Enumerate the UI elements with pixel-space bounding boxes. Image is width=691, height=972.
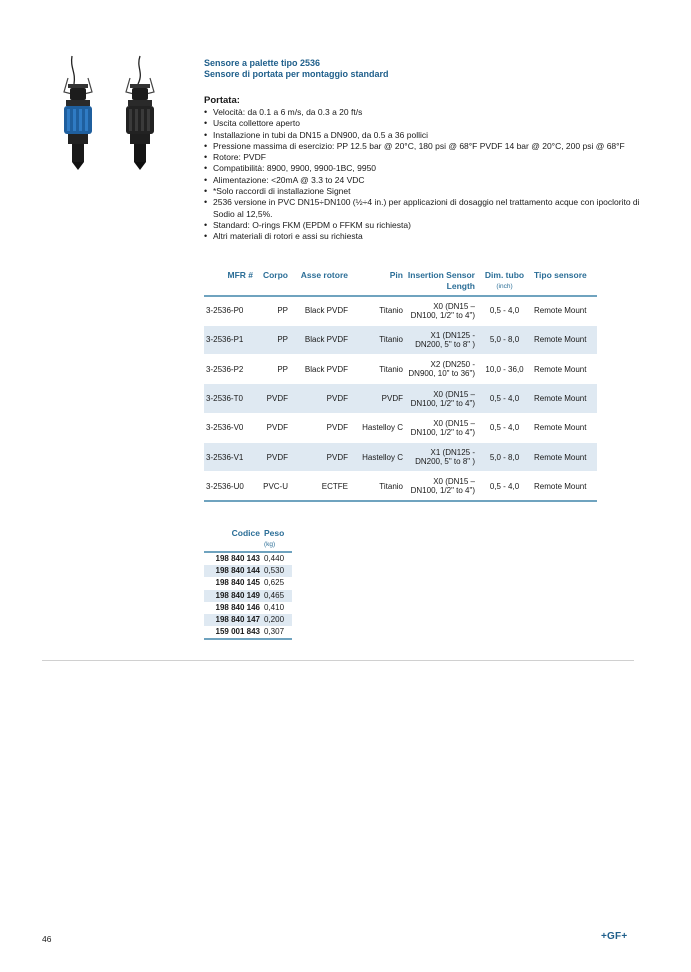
code-table <box>204 526 292 640</box>
spec-table-header <box>204 268 597 296</box>
cell-dim: 5,0 - 8,0 <box>477 442 532 471</box>
cell-codice: 198 840 145 <box>215 578 260 588</box>
feature-list <box>204 107 644 243</box>
cell-mfr: 3-2536-T0 <box>204 384 255 413</box>
cell-asse: PVDF <box>290 442 350 471</box>
cell-tipo: Remote Mount <box>532 325 597 354</box>
feature-item: • Altri materiali di rotori e assi su richiesta <box>204 231 644 242</box>
title-line-1: Sensore a palette tipo 2536 <box>204 58 321 68</box>
cell-tipo: Remote Mount <box>532 384 597 413</box>
cell-pin: Hastelloy C <box>350 413 405 442</box>
col-header-mfr: MFR # <box>204 268 255 296</box>
cell-mfr: 3-2536-P1 <box>204 325 255 354</box>
cell-pin: Titanio <box>350 296 405 325</box>
table-row <box>204 442 597 471</box>
cell-insertion: X2 (DN250 - DN900, 10" to 36") <box>405 355 477 384</box>
cell-dim: 10,0 - 36,0 <box>477 355 532 384</box>
cell-dim: 0,5 - 4,0 <box>477 413 532 442</box>
col-header-peso <box>262 526 292 552</box>
cell-pin: PVDF <box>350 384 405 413</box>
cell-peso: 0,440 <box>264 554 285 564</box>
cell-codice: 198 840 146 <box>215 602 260 612</box>
feature-item: • Compatibilità: 8900, 9900, 9900-1BC, 9950 <box>204 163 644 174</box>
col-header-peso-label: Peso <box>264 528 285 538</box>
cell-codice: 198 840 149 <box>204 590 262 602</box>
cell-dim: 0,5 - 4,0 <box>477 472 532 501</box>
cell-pin: Hastelloy C <box>350 442 405 471</box>
col-header-dim <box>477 268 532 296</box>
col-header-insertion: Insertion Sensor Length <box>405 268 477 296</box>
cell-pin: Titanio <box>350 472 405 501</box>
cell-asse: PVDF <box>290 384 350 413</box>
table-row <box>204 590 292 602</box>
cell-peso: 0,200 <box>262 614 292 626</box>
feature-item: • Velocità: da 0.1 a 6 m/s, da 0.3 a 20 ft/s <box>204 107 644 118</box>
cell-mfr: 3-2536-V0 <box>204 413 255 442</box>
spec-table <box>204 268 597 502</box>
cell-peso: 0,530 <box>262 565 292 577</box>
cell-insertion: X1 (DN125 - DN200, 5" to 8" ) <box>405 442 477 471</box>
cell-codice: 198 840 147 <box>204 614 262 626</box>
cell-asse: Black PVDF <box>290 296 350 325</box>
table-row <box>204 602 292 614</box>
table-row <box>204 565 292 577</box>
section-heading: Portata: <box>204 95 240 106</box>
feature-item: • Pressione massima di esercizio: PP 12.5 bar @ 20°C, 180 psi @ 68°F PVDF 14 bar @ 20°C, 200 psi @ 68°F <box>204 141 644 152</box>
cell-insertion: X0 (DN15 – DN100, 1/2" to 4") <box>405 296 477 325</box>
gf-logo: +GF+ <box>601 931 628 942</box>
cell-corpo: PP <box>255 325 290 354</box>
cell-codice: 159 001 843 <box>204 626 262 639</box>
cell-mfr: 3-2536-V1 <box>204 442 255 471</box>
cell-tipo: Remote Mount <box>532 472 597 501</box>
col-header-pin: Pin <box>350 268 405 296</box>
feature-item: • Uscita collettore aperto <box>204 118 644 129</box>
cell-insertion: X0 (DN15 – DN100, 1/2" to 4") <box>405 384 477 413</box>
cell-corpo: PP <box>255 296 290 325</box>
feature-item: • Standard: O-rings FKM (EPDM o FFKM su richiesta) <box>204 220 644 231</box>
col-header-dim-label: Dim. tubo <box>484 270 525 280</box>
sensor-black-image <box>126 56 154 170</box>
section-divider <box>42 660 634 661</box>
cell-corpo: PVDF <box>255 384 290 413</box>
cell-pin: Titanio <box>350 355 405 384</box>
col-header-codice: Codice <box>204 526 262 552</box>
cell-corpo: PVDF <box>255 413 290 442</box>
cell-corpo: PVDF <box>255 442 290 471</box>
cell-tipo: Remote Mount <box>532 296 597 325</box>
col-header-dim-unit: (inch) <box>496 283 513 290</box>
feature-item: • Alimentazione: <20mA @ 3.3 to 24 VDC <box>204 175 644 186</box>
feature-item: • Rotore: PVDF <box>204 152 644 163</box>
cell-tipo: Remote Mount <box>532 413 597 442</box>
cell-dim: 5,0 - 8,0 <box>477 325 532 354</box>
cell-codice: 198 840 143 <box>215 554 260 564</box>
table-row <box>204 413 597 442</box>
table-row <box>204 472 597 501</box>
table-row <box>204 614 292 626</box>
col-header-asse: Asse rotore <box>290 268 350 296</box>
cell-insertion: X0 (DN15 – DN100, 1/2" to 4") <box>405 413 477 442</box>
cell-peso: 0,625 <box>264 578 285 588</box>
feature-item: • *Solo raccordi di installazione Signet <box>204 186 644 197</box>
product-title <box>204 58 389 80</box>
feature-item: • 2536 versione in PVC DN15÷DN100 (½÷4 in.) per applicazioni di dosaggio nel trattamento acque con ipoclorito di Sodio al 12,5%. <box>204 197 644 220</box>
table-row <box>204 325 597 354</box>
col-header-peso-unit: (kg) <box>264 541 276 548</box>
product-photo <box>58 54 168 174</box>
cell-dim: 0,5 - 4,0 <box>477 296 532 325</box>
cell-dim: 0,5 - 4,0 <box>477 384 532 413</box>
cell-peso: 0,410 <box>264 602 285 612</box>
table-row <box>204 626 292 639</box>
cell-asse: Black PVDF <box>290 325 350 354</box>
cell-peso: 0,307 <box>262 626 292 639</box>
cell-mfr: 3-2536-U0 <box>204 472 255 501</box>
page-number: 46 <box>42 934 52 944</box>
table-row <box>204 384 597 413</box>
cell-corpo: PVC-U <box>255 472 290 501</box>
table-row <box>204 577 292 589</box>
cell-asse: Black PVDF <box>290 355 350 384</box>
cell-tipo: Remote Mount <box>532 355 597 384</box>
cell-corpo: PP <box>255 355 290 384</box>
code-table-header <box>204 526 292 552</box>
cell-insertion: X0 (DN15 – DN100, 1/2" to 4") <box>405 472 477 501</box>
cell-pin: Titanio <box>350 325 405 354</box>
cell-asse: PVDF <box>290 413 350 442</box>
feature-item: • Installazione in tubi da DN15 a DN900, da 0.5 a 36 pollici <box>204 130 644 141</box>
table-row <box>204 552 292 565</box>
cell-codice: 198 840 144 <box>204 565 262 577</box>
sensor-blue-image <box>64 56 92 170</box>
col-header-corpo: Corpo <box>255 268 290 296</box>
col-header-tipo: Tipo sensore <box>532 268 597 296</box>
table-row <box>204 296 597 325</box>
cell-peso: 0,465 <box>262 590 292 602</box>
cell-tipo: Remote Mount <box>532 442 597 471</box>
cell-insertion: X1 (DN125 - DN200, 5" to 8" ) <box>405 325 477 354</box>
cell-asse: ECTFE <box>290 472 350 501</box>
title-line-2: Sensore di portata per montaggio standard <box>204 69 389 79</box>
cell-mfr: 3-2536-P2 <box>204 355 255 384</box>
cell-mfr: 3-2536-P0 <box>204 296 255 325</box>
table-row <box>204 355 597 384</box>
